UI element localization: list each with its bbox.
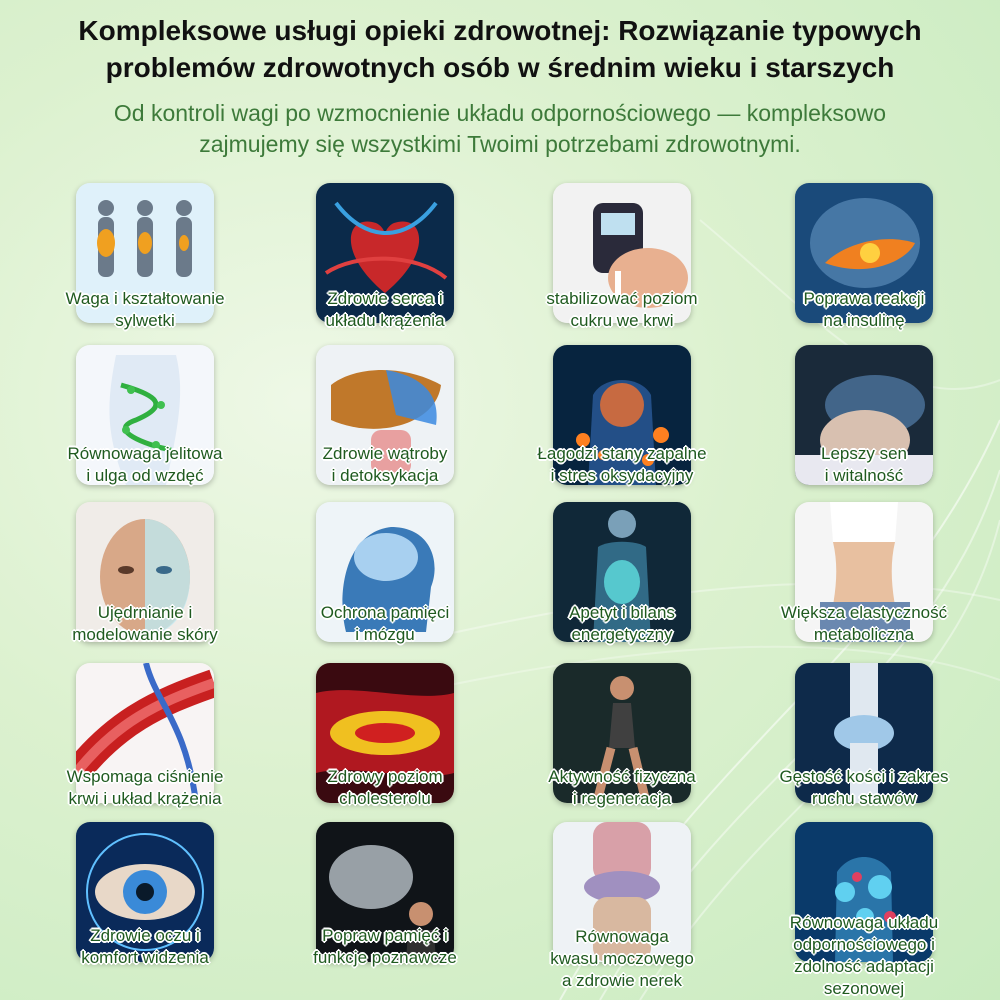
benefit-label-line: kwasu moczowego <box>550 949 694 968</box>
benefit-label-line: Zdrowie oczu i <box>90 926 200 945</box>
benefit-label-line: i mózgu <box>355 625 415 644</box>
benefit-label-line: i witalność <box>824 466 904 485</box>
benefit-label-line: i detoksykacja <box>331 466 439 485</box>
benefit-label-line: odpornościowego i <box>793 935 935 954</box>
benefit-label <box>20 288 270 332</box>
benefit-label <box>739 766 989 810</box>
benefit-label <box>497 926 747 992</box>
benefit-label-line: Równowaga jelitowa <box>67 444 223 463</box>
benefit-label <box>20 925 270 969</box>
title-line-1: Kompleksowe usługi opieki zdrowotnej: Rozwiązanie typowych <box>78 15 922 46</box>
benefit-label-line: Łagodzi stany zapalne <box>537 444 707 463</box>
benefit-label-line: Gęstość kości i zakres <box>779 767 949 786</box>
benefit-label-line: energetyczny <box>571 625 673 644</box>
benefit-label <box>260 602 510 646</box>
benefit-label-line: Większa elastyczność <box>780 603 948 622</box>
benefit-label-line: a zdrowie nerek <box>561 971 682 990</box>
benefit-label-line: na insulinę <box>823 311 905 330</box>
benefit-label-line: Równowaga układu <box>789 913 939 932</box>
benefit-label <box>739 443 989 487</box>
benefit-label-line: Waga i kształtowanie <box>65 289 225 308</box>
benefit-label-line: Ochrona pamięci <box>320 603 450 622</box>
benefit-label-line: Lepszy sen <box>821 444 907 463</box>
benefit-label-line: Zdrowie serca i <box>327 289 443 308</box>
benefit-label-line: ruchu stawów <box>812 789 916 808</box>
page-subtitle <box>0 98 1000 160</box>
benefit-label-line: zdolność adaptacji <box>794 957 934 976</box>
subtitle-line-1: Od kontroli wagi po wzmocnienie układu odpornościowego — kompleksowo <box>113 100 887 126</box>
benefit-label <box>260 925 510 969</box>
benefit-label <box>20 602 270 646</box>
benefit-label <box>497 288 747 332</box>
benefit-label-line: Aktywność fizyczna <box>548 767 696 786</box>
benefit-label <box>260 288 510 332</box>
benefit-label-line: Zdrowie wątroby <box>322 444 448 463</box>
benefit-label <box>739 288 989 332</box>
benefit-label <box>20 443 270 487</box>
benefit-label-line: Popraw pamięć i <box>322 926 448 945</box>
benefit-label-line: komfort widzenia <box>81 948 209 967</box>
benefit-label-line: funkcje poznawcze <box>313 948 457 967</box>
benefit-label-line: Poprawa reakcji <box>803 289 925 308</box>
benefit-label <box>260 766 510 810</box>
benefit-label-line: sylwetki <box>115 311 175 330</box>
benefit-label-line: Ujędrnianie i <box>97 603 193 622</box>
benefit-label-line: metaboliczna <box>813 625 915 644</box>
benefit-label-line: i ulga od wzdęć <box>86 466 204 485</box>
title-line-2: problemów zdrowotnych osób w średnim wieku i starszych <box>105 52 895 83</box>
benefit-label <box>739 602 989 646</box>
benefit-label-line: cukru we krwi <box>570 311 674 330</box>
benefit-label <box>497 766 747 810</box>
benefit-label-line: cholesterolu <box>339 789 431 808</box>
benefit-label <box>497 602 747 646</box>
benefit-label-line: modelowanie skóry <box>72 625 218 644</box>
subtitle-line-2: zajmujemy się wszystkimi Twoimi potrzebami zdrowotnymi. <box>199 131 801 157</box>
benefit-label <box>260 443 510 487</box>
benefit-label-line: sezonowej <box>823 979 905 998</box>
benefit-label-line: stabilizować poziom <box>546 289 698 308</box>
benefit-label-line: krwi i układ krążenia <box>68 789 222 808</box>
benefit-label-line: Apetyt i bilans <box>569 603 675 622</box>
benefit-label-line: i regeneracja <box>572 789 672 808</box>
benefit-label <box>20 766 270 810</box>
benefit-label-line: układu krążenia <box>325 311 445 330</box>
page-title <box>0 12 1000 86</box>
benefit-label-line: Równowaga <box>575 927 669 946</box>
benefit-label <box>497 443 747 487</box>
benefit-label-line: Zdrowy poziom <box>327 767 443 786</box>
benefit-label-line: i stres oksydacyjny <box>550 466 694 485</box>
benefit-label-line: Wspomaga ciśnienie <box>66 767 224 786</box>
benefit-label <box>739 912 989 1000</box>
